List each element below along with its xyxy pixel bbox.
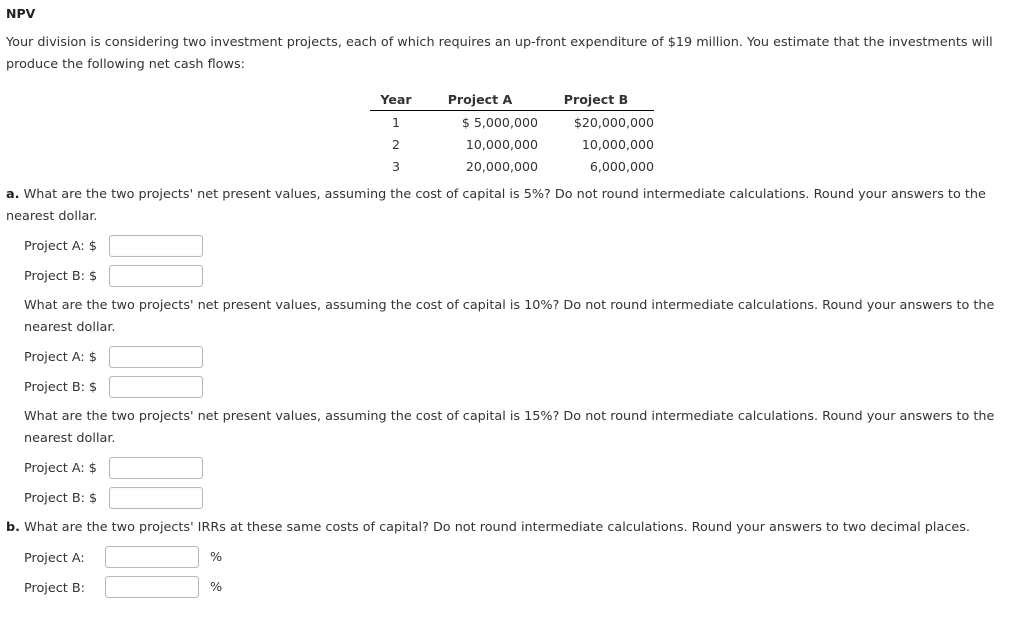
irr-project-b-input[interactable] bbox=[105, 576, 199, 598]
question-a-5pct-text: What are the two projects' net present values, assuming the cost of capital is 5%? Do not round intermediate calculations. Round your answers to the nearest dollar. bbox=[6, 187, 986, 224]
project-b-cell: 6,000,000 bbox=[589, 158, 654, 174]
npv-project-b-15pct-input[interactable] bbox=[109, 487, 203, 509]
project-a-label: Project A: $ bbox=[24, 238, 97, 254]
table-row bbox=[370, 111, 654, 134]
part-a-label: a. bbox=[6, 187, 20, 202]
table-row bbox=[370, 133, 654, 155]
question-a-15pct: What are the two projects' net present values, assuming the cost of capital is 15%? Do not round intermediate calculations. Round your answers to the nearest dollar. bbox=[24, 409, 995, 446]
project-b-label: Project B: $ bbox=[24, 268, 98, 284]
npv-project-b-10pct-input[interactable] bbox=[109, 376, 203, 398]
project-b-label: Project B: $ bbox=[24, 379, 98, 395]
page-title: NPV bbox=[6, 6, 36, 21]
cash-flow-table bbox=[370, 88, 654, 177]
npv-project-a-15pct-input[interactable] bbox=[109, 457, 203, 479]
npv-project-a-5pct-input[interactable] bbox=[109, 235, 203, 257]
project-a-cell: 20,000,000 bbox=[465, 158, 538, 174]
percent-unit: % bbox=[210, 580, 223, 595]
project-a-cell: 10,000,000 bbox=[465, 136, 538, 152]
header-project-b: Project B bbox=[538, 88, 654, 111]
percent-unit: % bbox=[210, 550, 223, 565]
question-b-irr bbox=[6, 517, 1016, 539]
npv-a-10-row bbox=[24, 345, 97, 369]
npv-a-5-row bbox=[24, 234, 97, 258]
project-b-cell: $20,000,000 bbox=[573, 114, 654, 130]
table-header-row bbox=[370, 88, 654, 111]
project-a-label: Project A: $ bbox=[24, 460, 97, 476]
irr-a-row bbox=[24, 546, 85, 570]
table-row bbox=[370, 155, 654, 177]
npv-b-15-row bbox=[24, 486, 97, 510]
project-a-label: Project A: bbox=[24, 550, 85, 566]
header-year: Year bbox=[370, 88, 422, 111]
year-cell: 3 bbox=[391, 158, 400, 174]
npv-a-15-row bbox=[24, 456, 97, 480]
project-b-label: Project B: $ bbox=[24, 490, 98, 506]
part-b-label: b. bbox=[6, 520, 21, 535]
npv-project-b-5pct-input[interactable] bbox=[109, 265, 203, 287]
year-cell: 2 bbox=[391, 136, 400, 152]
project-a-label: Project A: $ bbox=[24, 349, 97, 365]
irr-project-a-input[interactable] bbox=[105, 546, 199, 568]
irr-b-row bbox=[24, 576, 85, 600]
header-project-a: Project A bbox=[422, 88, 538, 111]
project-b-cell: 10,000,000 bbox=[581, 136, 654, 152]
intro-text: Your division is considering two investment projects, each of which requires an up-front expenditure of $19 million. You estimate that the investments will produce the following net cash flows: bbox=[6, 35, 993, 72]
npv-b-5-row bbox=[24, 264, 97, 288]
project-b-label: Project B: bbox=[24, 580, 85, 596]
npv-project-a-10pct-input[interactable] bbox=[109, 346, 203, 368]
npv-b-10-row bbox=[24, 375, 97, 399]
project-a-cell: $ 5,000,000 bbox=[461, 114, 538, 130]
question-a-10pct: What are the two projects' net present values, assuming the cost of capital is 10%? Do not round intermediate calculations. Round your answers to the nearest dollar. bbox=[24, 298, 995, 335]
question-a-5pct bbox=[6, 184, 1006, 228]
year-cell: 1 bbox=[391, 114, 400, 130]
question-b-irr-text: What are the two projects' IRRs at these same costs of capital? Do not round intermediate calculations. Round your answers to two decimal places. bbox=[24, 520, 970, 535]
